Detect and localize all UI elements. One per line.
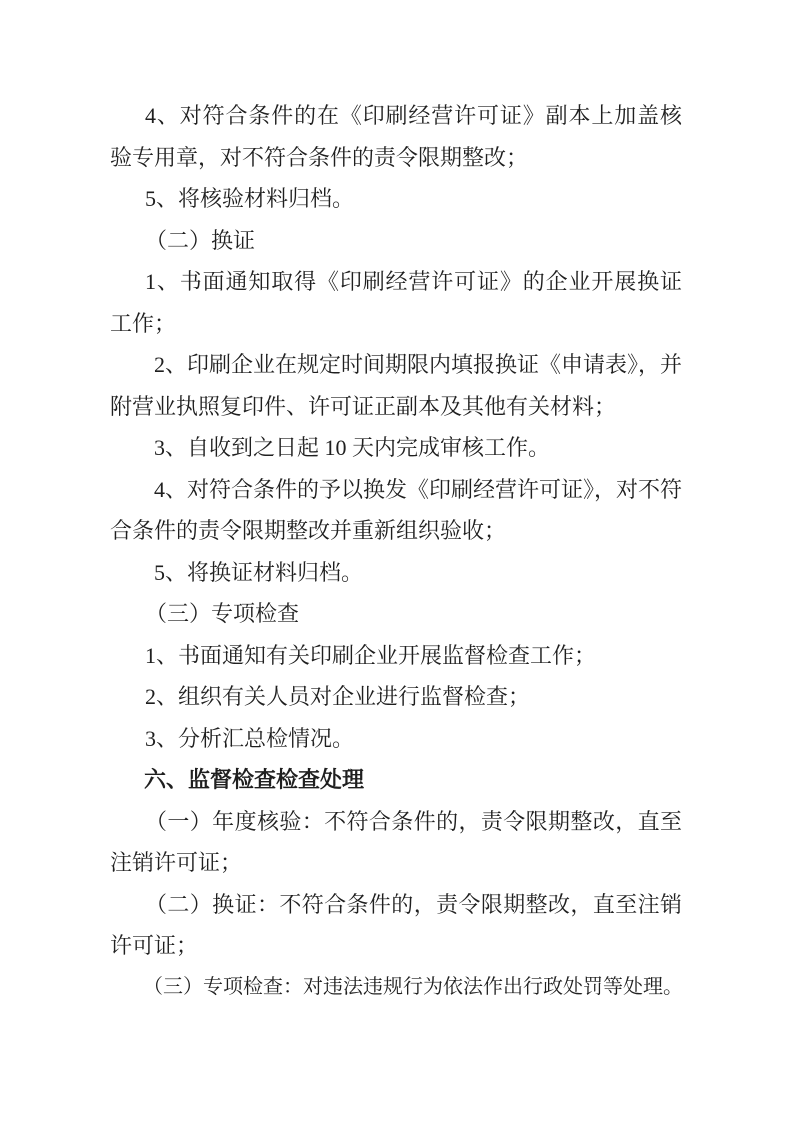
paragraph-renewal-item-1: 1、书面通知取得《印刷经营许可证》的企业开展换证工作； <box>110 269 682 336</box>
subheading-renewal: （二）换证 <box>145 227 256 253</box>
paragraph-renewal-item-5: 5、将换证材料归档。 <box>154 559 364 585</box>
paragraph-renewal-item-4: 4、对符合条件的予以换发《印刷经营许可证》，对不符合条件的责令限期整改并重新组织验收； <box>110 476 683 543</box>
paragraph-renewal-item-2: 2、印刷企业在规定时间期限内填报换证《申请表》，并附营业执照复印件、许可证正副本及其他有关材料； <box>110 352 683 419</box>
paragraph-inspection-item-2: 2、组织有关人员对企业进行监督检查； <box>145 684 531 709</box>
paragraph-handling-item-2: （二）换证：不符合条件的，责令限期整改，直至注销许可证； <box>110 891 682 958</box>
subheading-special-inspection: （三）专项检查 <box>145 601 300 626</box>
paragraph-inspection-item-1: 1、书面通知有关印刷企业开展监督检查工作； <box>145 642 597 668</box>
paragraph-inspection-item-3: 3、分析汇总检情况。 <box>145 725 355 751</box>
paragraph-handling-item-3: （三）专项检查：对违法违规行为依法作出行政处罚等处理。 <box>143 975 683 998</box>
document-body-text <box>110 95 682 1008</box>
paragraph-renewal-item-3: 3、自收到之日起 10 天内完成审核工作。 <box>154 435 551 460</box>
section-6-heading: 六、监督检查检查处理 <box>144 767 365 792</box>
paragraph-handling-item-1: （一）年度核验：不符合条件的，责令限期整改，直至注销许可证； <box>110 808 682 875</box>
paragraph-annual-item-4: 4、对符合条件的在《印刷经营许可证》副本上加盖核验专用章，对不符合条件的责令限期整改； <box>110 103 682 170</box>
paragraph-annual-item-5: 5、将核验材料归档。 <box>145 186 355 211</box>
